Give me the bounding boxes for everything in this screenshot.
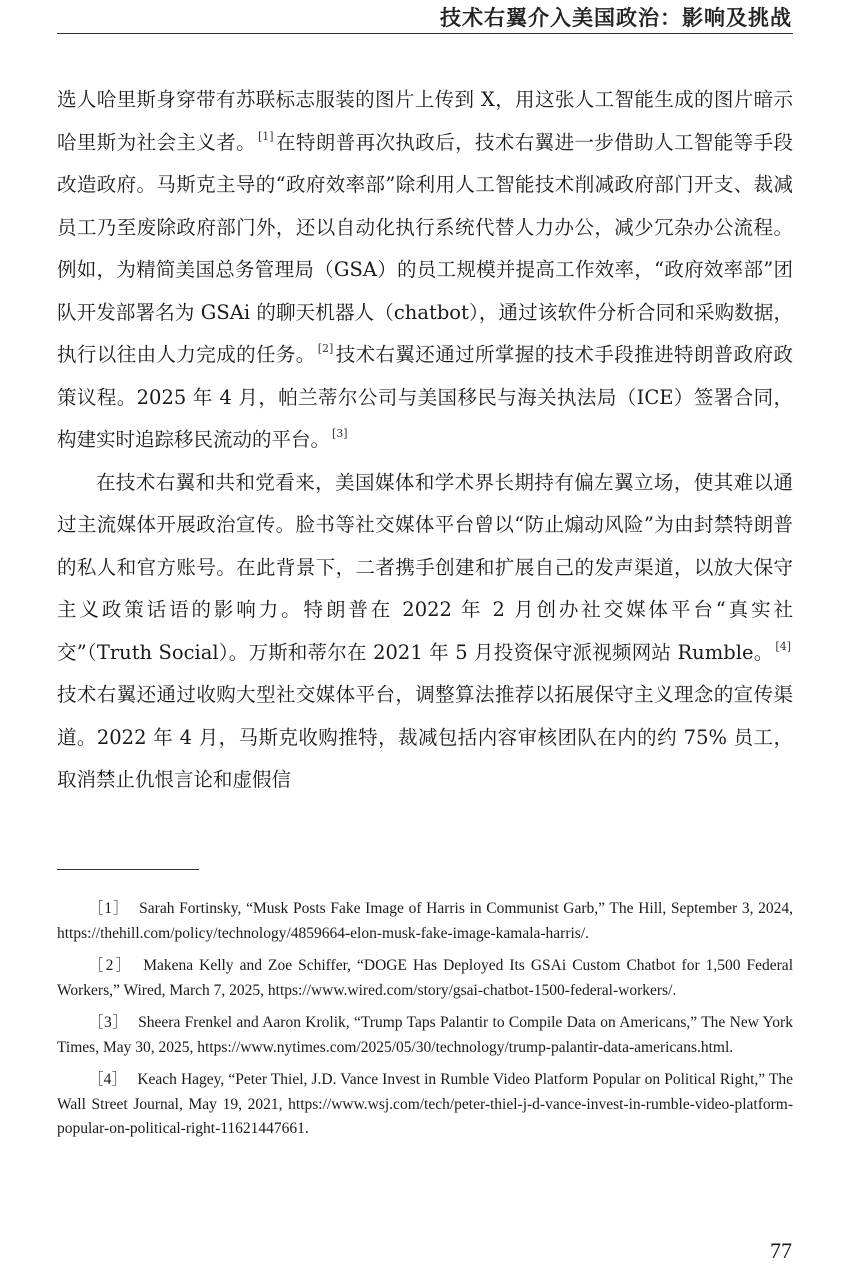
footnote-number: ［1］	[88, 900, 130, 917]
text-segment: 选人哈里斯身穿带有苏联标志服装的图片上传到 X，用这张人工智能生成的图片暗示哈里斯为社会主义者。	[57, 88, 793, 154]
footnote-ref[interactable]: [4]	[775, 639, 791, 653]
footnote	[57, 1011, 793, 1060]
footnote-text: Keach Hagey, “Peter Thiel, J.D. Vance Invest in Rumble Video Platform Popular on Political Right,” The Wall Street Journal, May 19, 2021, https://www.wsj.com/tech/peter-thiel-j-d-vance-invest-in-rumble-video-platform-popular-on-political-right-11621447661.	[57, 1071, 793, 1137]
paragraph	[57, 79, 793, 462]
paragraph	[57, 462, 793, 802]
footnote-text: Sheera Frenkel and Aaron Krolik, “Trump Taps Palantir to Compile Data on Americans,” The New York Times, May 30, 2025, https://www.nytimes.com/2025/05/30/technology/trump-palantir-data-americans.html.	[57, 1014, 793, 1056]
footnote-number: ［4］	[88, 1071, 128, 1088]
footnote-ref[interactable]: [1]	[258, 129, 274, 143]
footnotes	[57, 897, 793, 1150]
footnote	[57, 897, 793, 946]
footnote-rule	[57, 869, 199, 870]
header-rule	[57, 33, 793, 34]
footnote	[57, 954, 793, 1003]
text-segment: 技术右翼还通过所掌握的技术手段推进特朗普政府政策议程。2025 年 4 月，帕兰蒂尔公司与美国移民与海关执法局（ICE）签署合同，构建实时追踪移民流动的平台。	[57, 343, 793, 451]
footnote-text: Sarah Fortinsky, “Musk Posts Fake Image of Harris in Communist Garb,” The Hill, September 3, 2024, https://thehill.com/policy/technology/4859664-elon-musk-fake-image-kamala-harris/.	[57, 900, 793, 942]
footnote-number: ［2］	[88, 957, 134, 974]
text-segment: 在技术右翼和共和党看来，美国媒体和学术界长期持有偏左翼立场，使其难以通过主流媒体开展政治宣传。脸书等社交媒体平台曾以“防止煽动风险”为由封禁特朗普的私人和官方账号。在此背景下，二者携手创建和扩展自己的发声渠道，以放大保守主义政策话语的影响力。特朗普在 2022 年 2 月创办社交媒体平台“真实社交”（Truth Social）。万斯和蒂尔在 2021 年 5 月投资保守派视频网站 Rumble。	[57, 470, 793, 664]
footnote	[57, 1068, 793, 1142]
footnote-text: Makena Kelly and Zoe Schiffer, “DOGE Has Deployed Its GSAi Custom Chatbot for 1,500 Federal Workers,” Wired, March 7, 2025, https://www.wired.com/story/gsai-chatbot-1500-federal-workers/.	[57, 957, 793, 999]
footnote-ref[interactable]: [2]	[317, 342, 334, 355]
page-number: 77	[770, 1238, 792, 1263]
running-head: 技术右翼介入美国政治：影响及挑战	[440, 6, 792, 30]
body-text	[57, 79, 793, 802]
text-segment: 在特朗普再次执政后，技术右翼进一步借助人工智能等手段改造政府。马斯克主导的“政府效率部”除利用人工智能技术削减政府部门开支、裁减员工乃至废除政府部门外，还以自动化执行系统代替人力办公，减少冗杂办公流程。例如，为精简美国总务管理局（GSA）的员工规模并提高工作效率，“政府效率部”团队开发部署名为 GSAi 的聊天机器人（chatbot），通过该软件分析合同和采购数据，执行以往由人力完成的任务。	[57, 130, 793, 366]
footnote-ref[interactable]: [3]	[332, 427, 348, 440]
footnote-number: ［3］	[88, 1014, 129, 1031]
text-segment: 技术右翼还通过收购大型社交媒体平台，调整算法推荐以拓展保守主义理念的宣传渠道。2022 年 4 月，马斯克收购推特，裁减包括内容审核团队在内的约 75% 员工，取消禁止仇恨言论和虚假信	[57, 683, 793, 791]
